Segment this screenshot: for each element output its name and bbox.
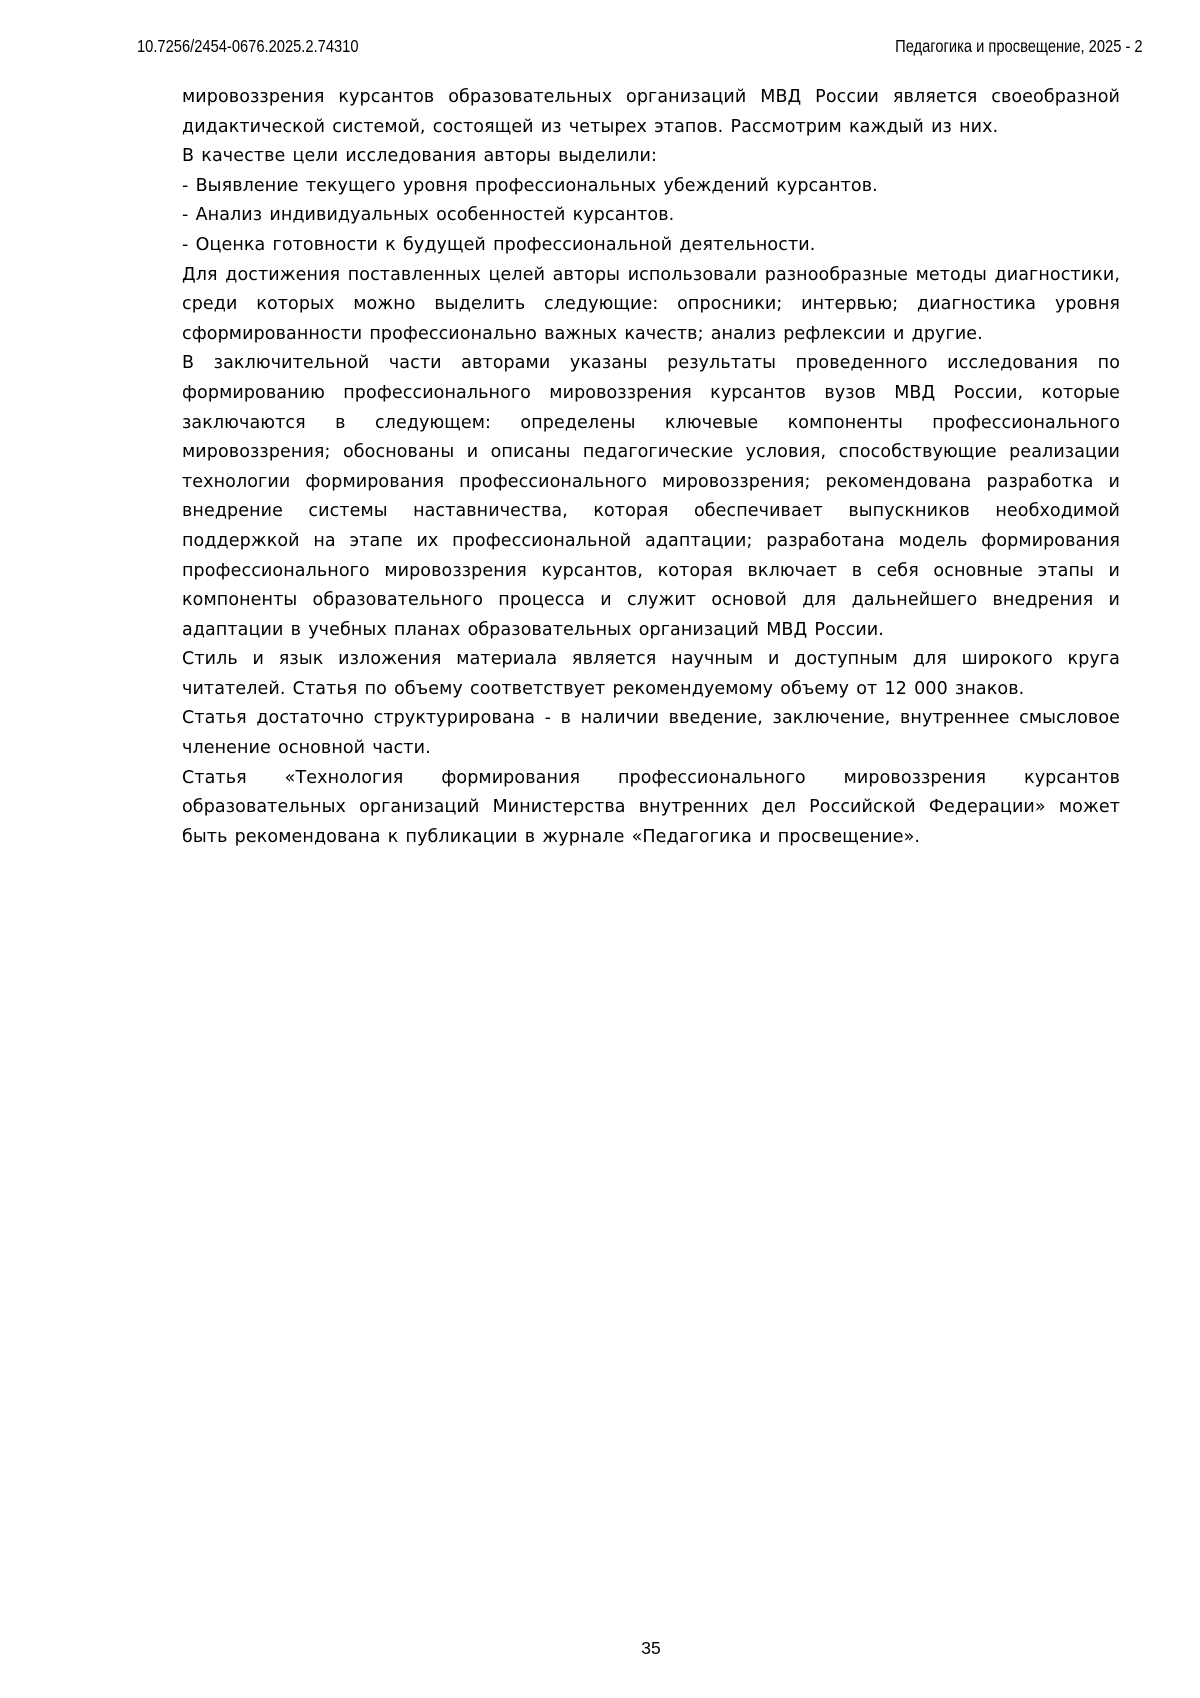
header-journal-title: Педагогика и просвещение, 2025 - 2 [895,36,1143,56]
review-text-block [182,83,1120,852]
body-paragraph: - Выявление текущего уровня профессиональных убеждений курсантов. [182,175,878,196]
header-doi: 10.7256/2454-0676.2025.2.74310 [137,36,359,56]
body-paragraph: Статья достаточно структурирована - в наличии введение, заключение, внутреннее смысловое членение основной части. [182,708,1120,759]
page-number: 35 [641,1638,661,1658]
body-paragraph: В заключительной части авторами указаны результаты проведенного исследования по формированию профессионального мировоззрения курсантов вузов МВД России, которые заключаются в следующем: определены ключевые компоненты профессионального мировоззрения; обоснованы и описаны педагогические условия, способствующие реализации технологии формирования профессионального мировоззрения; рекомендована разработка и внедрение системы наставничества, которая обеспечивает выпускников необходимой поддержкой на этапе их профессиональной адаптации; разработана модель формирования профессионального мировоззрения курсантов, которая включает в себя основные этапы и компоненты образовательного процесса и служит основой для дальнейшего внедрения и адаптации в учебных планах образовательных организаций МВД России. [182,353,1120,640]
body-paragraph: Для достижения поставленных целей авторы использовали разнообразные методы диагностики, среди которых можно выделить следующие: опросники; интервью; диагностика уровня сформированности профессионально важных качеств; анализ рефлексии и другие. [182,264,1120,344]
page-header [137,36,1143,57]
body-paragraph: Статья «Технология формирования профессионального мировоззрения курсантов образовательных организаций Министерства внутренних дел Российской Федерации» может быть рекомендована к публикации в журнале «Педагогика и просвещение». [182,767,1120,847]
page-footer [182,1638,1120,1659]
body-paragraph: Стиль и язык изложения материала является научным и доступным для широкого круга читателей. Статья по объему соответствует рекомендуемому объему от 12 000 знаков. [182,649,1120,699]
body-paragraph: - Оценка готовности к будущей профессиональной деятельности. [182,234,816,255]
body-paragraph: - Анализ индивидуальных особенностей курсантов. [182,205,675,226]
body-paragraph: мировоззрения курсантов образовательных организаций МВД России является своеобразной дидактической системой, состоящей из четырех этапов. Рассмотрим каждый из них. [182,87,1120,137]
body-paragraph: В качестве цели исследования авторы выделили: [182,146,657,167]
